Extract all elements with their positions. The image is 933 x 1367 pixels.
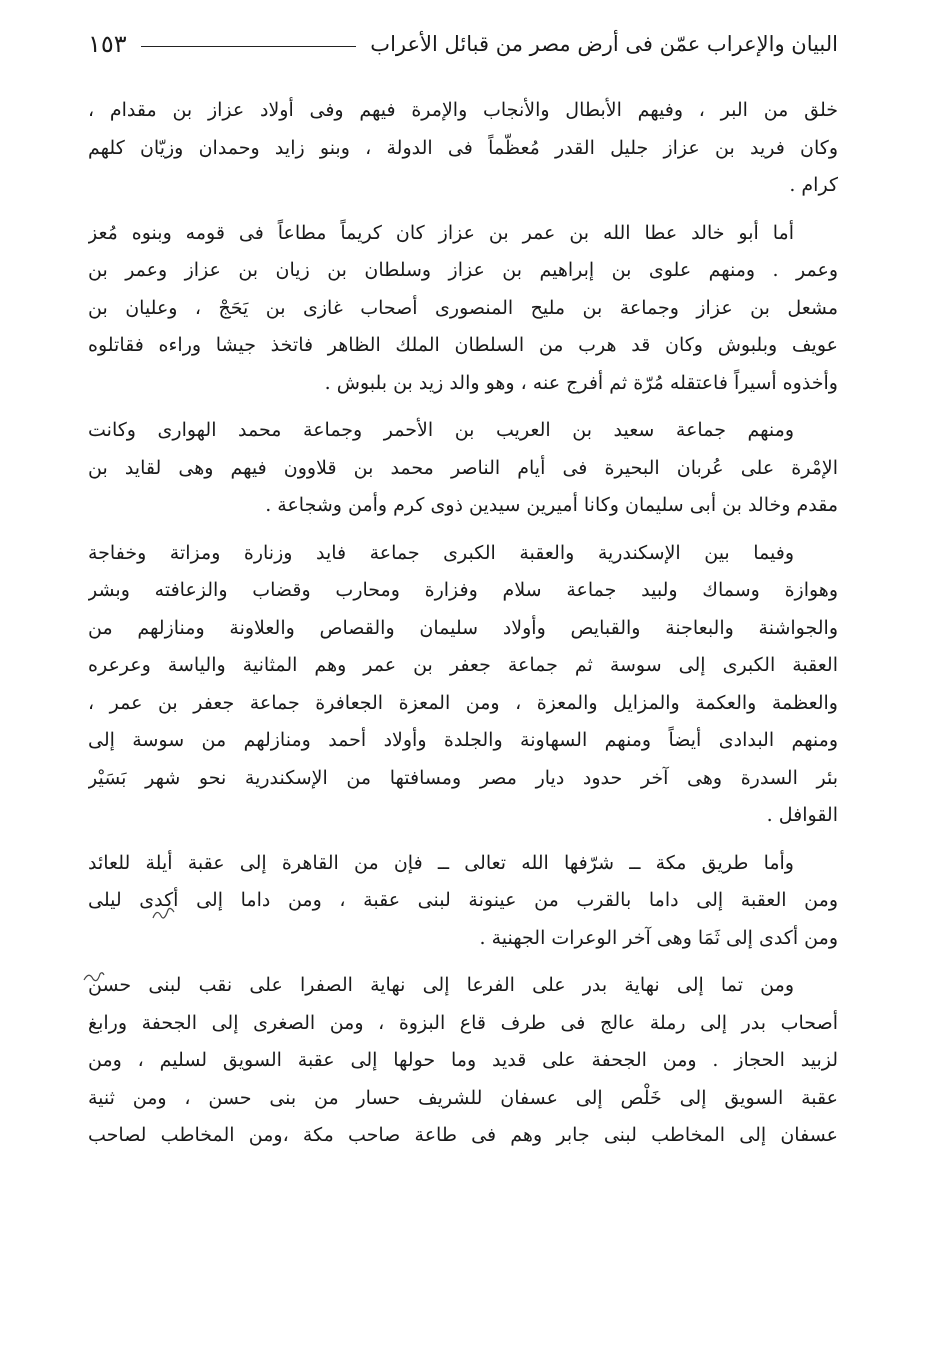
text-line: القوافل . bbox=[766, 804, 838, 826]
text-line: عسفان إلى المخاطب لبنى جابر وهم فى طاعة صاحب مكة ،ومن المخاطب لصاحب bbox=[88, 1124, 838, 1146]
paragraph bbox=[88, 535, 838, 835]
text-line: ومن العقبة إلى داما بالقرب من عينونة لبنى عقبة ، ومن داما إلى أكدى ليلى bbox=[88, 889, 838, 911]
paragraph bbox=[88, 967, 838, 1155]
text-line: خلق من البر ، وفيهم الأبطال والأنجاب والإمرة فيهم وفى أولاد عزاز بن مقدام ، bbox=[88, 99, 838, 121]
text-line: وعمر . ومنهم علوى بن إبراهيم بن عزاز وسلطان بن زيان بن عزاز وعمر بن bbox=[88, 259, 838, 281]
text-line: عقبة السويق إلى خَلْص إلى عسفان للشريف حسار من بنى حسن ، ومن ثنية bbox=[88, 1086, 838, 1109]
header-rule bbox=[141, 46, 357, 47]
text-line: والعظمة والعكمة والمزايل والمعزة ، ومن المعزة الجعافرة جماعة جعفر بن عمر ، bbox=[88, 691, 838, 714]
paragraph bbox=[88, 215, 838, 403]
text-line: الإمْرة على عُربان البحيرة فى أيام الناصر محمد بن قلاوون فيهم وهى لقايد بن bbox=[88, 456, 838, 479]
text-line: عويف وبلبوش وكان قد هرب من السلطان الملك الظاهر فاتخذ جيشا وراءه فقاتلوه bbox=[88, 334, 838, 356]
text-line: ومن تما إلى نهاية بدر على الفرعا إلى نهاية الصفرا على نقب لبنى حسن bbox=[88, 974, 794, 996]
text-line: مقدم وخالد بن أبى سليمان وكانا أميرين سيدين ذوى كرم وأمن وشجاعة . bbox=[265, 494, 838, 516]
running-title: البيان والإعراب عمّن فى أرض مصر من قبائل الأعراب bbox=[370, 32, 838, 56]
text-line: ومن أكدى إلى ثَمَا وهى آخر الوعرات الجهنية . bbox=[479, 926, 838, 949]
text-line: مشعل بن عزاز وجماعة بن مليح المنصورى أصحاب غازى بن يَحَجْ ، وعليان بن bbox=[88, 296, 838, 319]
text-line: لزبيد الحجاز . ومن الجحفة على قديد وما حولها إلى عقبة السويق لسليم ، ومن bbox=[88, 1049, 838, 1071]
text-line: وكان فريد بن عزاز جليل القدر مُعظّماً فى الدولة ، وبنو زايد وحمدان وزيّان كلهم bbox=[88, 136, 838, 159]
text-line: والجواشنة والبعاجنة والقبايص وأولاد سليمان والقصاص والعلاونة ومنازلهم من bbox=[88, 616, 838, 639]
text-line: أما أبو خالد عطا الله بن عمر بن عزاز كان كريماً مطاعاً فى قومه وبنوه مُعز bbox=[88, 221, 794, 244]
paragraph bbox=[88, 412, 838, 525]
text-line: ومنهم جماعة سعيد بن العريب بن الأحمر وجماعة محمد الهوارى وكانت bbox=[88, 419, 794, 441]
text-line: وأما طريق مكة ــ شرّفها الله تعالى ــ فإن من القاهرة إلى عقبة أيلة للعائد bbox=[88, 851, 794, 874]
page-number: ١٥٣ bbox=[88, 30, 127, 58]
text-line: العقبة الكبرى إلى سوسة ثم جماعة جعفر بن عمر وهم المثانية والياسة وعرعره bbox=[88, 654, 838, 676]
text-line: وأخذوه أسيراً فاعتقله مُرّة ثم أفرج عنه ، وهو والد زيد بن بلبوش . bbox=[324, 371, 838, 394]
text-line: ومنهم البدادى أيضاً ومنهم السهاونة والجلدة وأولاد أحمد ومنازلهم من سوسة إلى bbox=[88, 729, 838, 751]
running-header bbox=[88, 30, 838, 58]
handwritten-mark bbox=[150, 902, 180, 924]
paragraph bbox=[88, 845, 838, 958]
text-line: كرام . bbox=[789, 174, 838, 196]
handwritten-mark bbox=[82, 968, 106, 986]
paragraph bbox=[88, 92, 838, 205]
text-line: وهوازة وسماك ولبيد جماعة سلام وفزارة ومحارب وقضاب والزعافته وبشر bbox=[88, 579, 838, 601]
text-line: أصحاب بدر إلى رملة عالج فى طرف قاع البزوة ، ومن الصغرى إلى الجحفة ورابغ bbox=[88, 1011, 838, 1034]
page-body bbox=[88, 92, 838, 1165]
text-line: وفيما بين الإسكندرية والعقبة الكبرى جماعة فايد وزنارة ومزاتة وخفاجة bbox=[88, 541, 794, 564]
text-line: بئر السدرة وهى آخر حدود ديار مصر ومسافتها من الإسكندرية نحو شهر بَسَيْر bbox=[88, 766, 838, 789]
